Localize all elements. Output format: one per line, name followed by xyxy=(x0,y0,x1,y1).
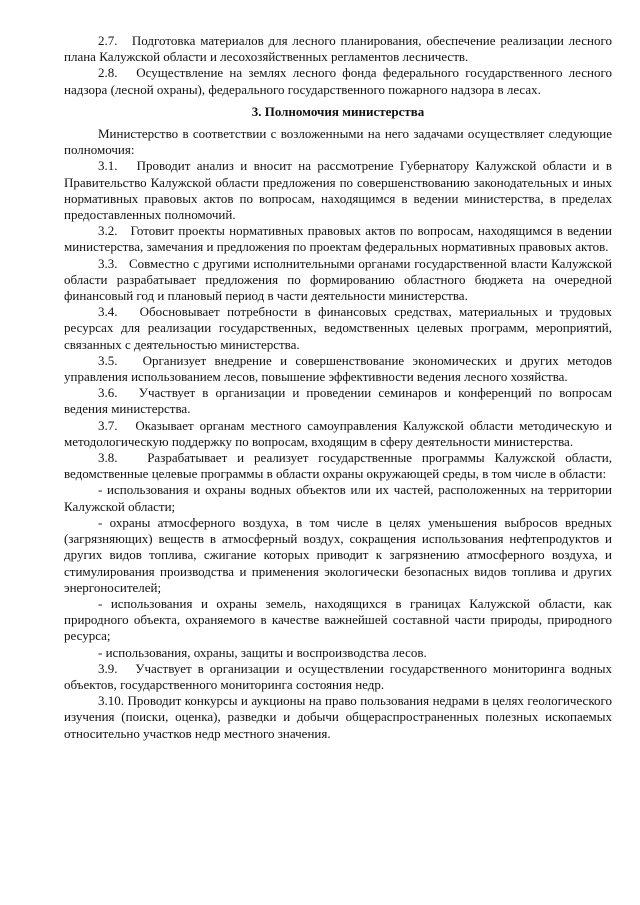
paragraph-3-8: 3.8. Разрабатывает и реализует государственные программы Калужской области, ведомственные целевые программы в области охраны окружающей среды, в том числе в области: xyxy=(64,450,612,482)
list-item-water: - использования и охраны водных объектов или их частей, расположенных на территории Калужской области; xyxy=(64,482,612,514)
paragraph-3-3: 3.3. Совместно с другими исполнительными органами государственной власти Калужской области разрабатывает предложения по формированию областного бюджета на очередной финансовый год и плановый период в части деятельности министерства. xyxy=(64,255,612,304)
paragraph-3-5: 3.5. Организует внедрение и совершенствование экономических и других методов управления использованием лесов, повышение эффективности ведения лесного хозяйства. xyxy=(64,352,612,385)
list-item-land: - использования и охраны земель, находящихся в границах Калужской области, как природного объекта, охраняемого в качестве важнейшей составной части природы, природного ресурса; xyxy=(64,595,612,644)
paragraph-3-4: 3.4. Обосновывает потребности в финансовых средствах, материальных и трудовых ресурсах для реализации государственных, ведомственных целевых программ, мероприятий, связанных с деятельностью министерства. xyxy=(64,304,612,352)
paragraph-2-7: 2.7. Подготовка материалов для лесного планирования, обеспечение реализации лесного плана Калужской области и лесохозяйственных регламентов лесничеств. xyxy=(64,33,612,65)
list-item-forest: - использования, охраны, защиты и воспроизводства лесов. xyxy=(98,644,427,660)
paragraph-2-8: 2.8. Осуществление на землях лесного фонда федерального государственного лесного надзора (лесной охраны), федерального государственного пожарного надзора в лесах. xyxy=(64,65,612,97)
paragraph-3-10: 3.10. Проводит конкурсы и аукционы на право пользования недрами в целях геологического изучения (поиски, оценка), разведки и добычи общераспространенных полезных ископаемых относительно участков недр местного значения. xyxy=(64,693,612,741)
paragraph-intro: Министерство в соответствии с возложенными на него задачами осуществляет следующие полномочия: xyxy=(64,126,612,158)
list-item-air: - охраны атмосферного воздуха, в том числе в целях уменьшения выбросов вредных (загрязняющих) веществ в атмосферный воздух, сокращения использования нефтепродуктов и других видов топлива, сжигание которых приводит к загрязнению атмосферного воздуха, и стимулирования производства и применения экологически безопасных видов топлива и других энергоносителей; xyxy=(64,514,612,595)
paragraph-3-7: 3.7. Оказывает органам местного самоуправления Калужской области методическую и методологическую поддержку по вопросам, входящим в сферу деятельности министерства. xyxy=(64,417,612,449)
paragraph-3-9: 3.9. Участвует в организации и осуществлении государственного мониторинга водных объектов, государственного мониторинга состояния недр. xyxy=(64,660,612,692)
paragraph-3-6: 3.6. Участвует в организации и проведении семинаров и конференций по вопросам ведения министерства. xyxy=(64,385,612,417)
section-heading: 3. Полномочия министерства xyxy=(251,103,425,119)
paragraph-3-2: 3.2. Готовит проекты нормативных правовых актов по вопросам, находящимся в ведении министерства, замечания и предложения по проектам федеральных нормативных правовых актов. xyxy=(64,223,612,255)
paragraph-3-1: 3.1. Проводит анализ и вносит на рассмотрение Губернатору Калужской области и в Правительство Калужской области предложения по совершенствованию законодательных и иных нормативных правовых актов по вопросам, находящимся в ведении министерства, в пределах предоставленных полномочий. xyxy=(64,158,612,223)
